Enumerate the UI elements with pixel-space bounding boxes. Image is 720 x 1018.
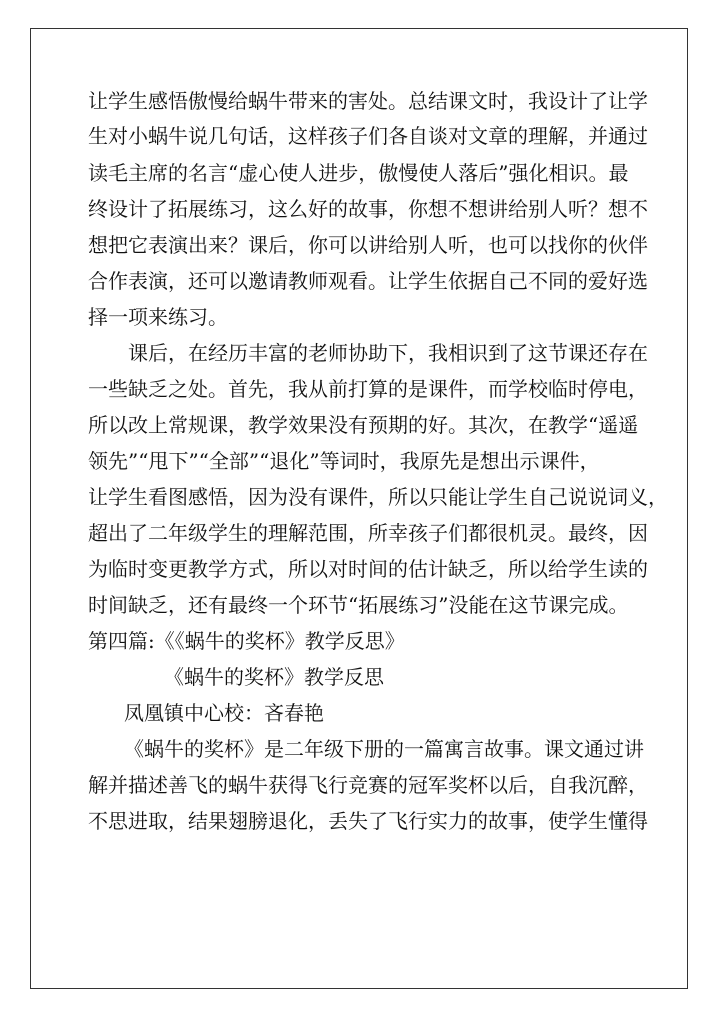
text-line: 让学生看图感悟，因为没有课件，所以只能让学生自己说说词义，: [88, 485, 668, 509]
text-line: 择一项来练习。: [88, 305, 228, 329]
text-line: 为临时变更教学方式，所以对时间的估计缺乏，所以给学生读的: [88, 557, 648, 581]
author-line: 凤凰镇中心校：吝春艳: [124, 701, 324, 725]
paragraph-first-line: 课后，在经历丰富的老师协助下，我相识到了这节课还存在: [128, 341, 648, 365]
text-line: 所以改上常规课，教学效果没有预期的好。其次，在教学“遥遥: [88, 413, 639, 437]
text-line: 合作表演，还可以邀请教师观看。让学生依据自己不同的爱好选: [88, 269, 648, 293]
text-line: 领先”“甩下”“全部”“退化”等词时，我原先是想出示课件，: [88, 449, 600, 473]
text-line: 不思进取，结果翅膀退化，丢失了飞行实力的故事，使学生懂得: [88, 809, 648, 833]
text-line: 解并描述善飞的蜗牛获得飞行竞赛的冠军奖杯以后，自我沉醉，: [88, 773, 648, 797]
text-line: 让学生感悟傲慢给蜗牛带来的害处。总结课文时，我设计了让学: [88, 89, 648, 113]
text-line: 一些缺乏之处。首先，我从前打算的是课件，而学校临时停电，: [88, 377, 648, 401]
article-title: 《蜗牛的奖杯》教学反思: [164, 665, 384, 689]
paragraph-first-line: 《蜗牛的奖杯》是二年级下册的一篇寓言故事。课文通过讲: [124, 737, 644, 761]
text-line: 超出了二年级学生的理解范围，所幸孩子们都很机灵。最终，因: [88, 521, 648, 545]
text-line: 生对小蜗牛说几句话，这样孩子们各自谈对文章的理解，并通过: [88, 124, 648, 148]
text-line: 时间缺乏，还有最终一个环节“拓展练习”没能在这节课完成。: [88, 593, 629, 617]
section-heading: 第四篇:《《蜗牛的奖杯》教学反思》: [88, 629, 405, 653]
text-line: 终设计了拓展练习，这么好的故事，你想不想讲给别人听？想不: [88, 197, 648, 221]
text-line: 想把它表演出来？课后，你可以讲给别人听，也可以找你的伙伴: [88, 233, 648, 257]
text-line: 读毛主席的名言“虚心使人进步，傲慢使人落后”强化相识。最: [88, 161, 629, 185]
